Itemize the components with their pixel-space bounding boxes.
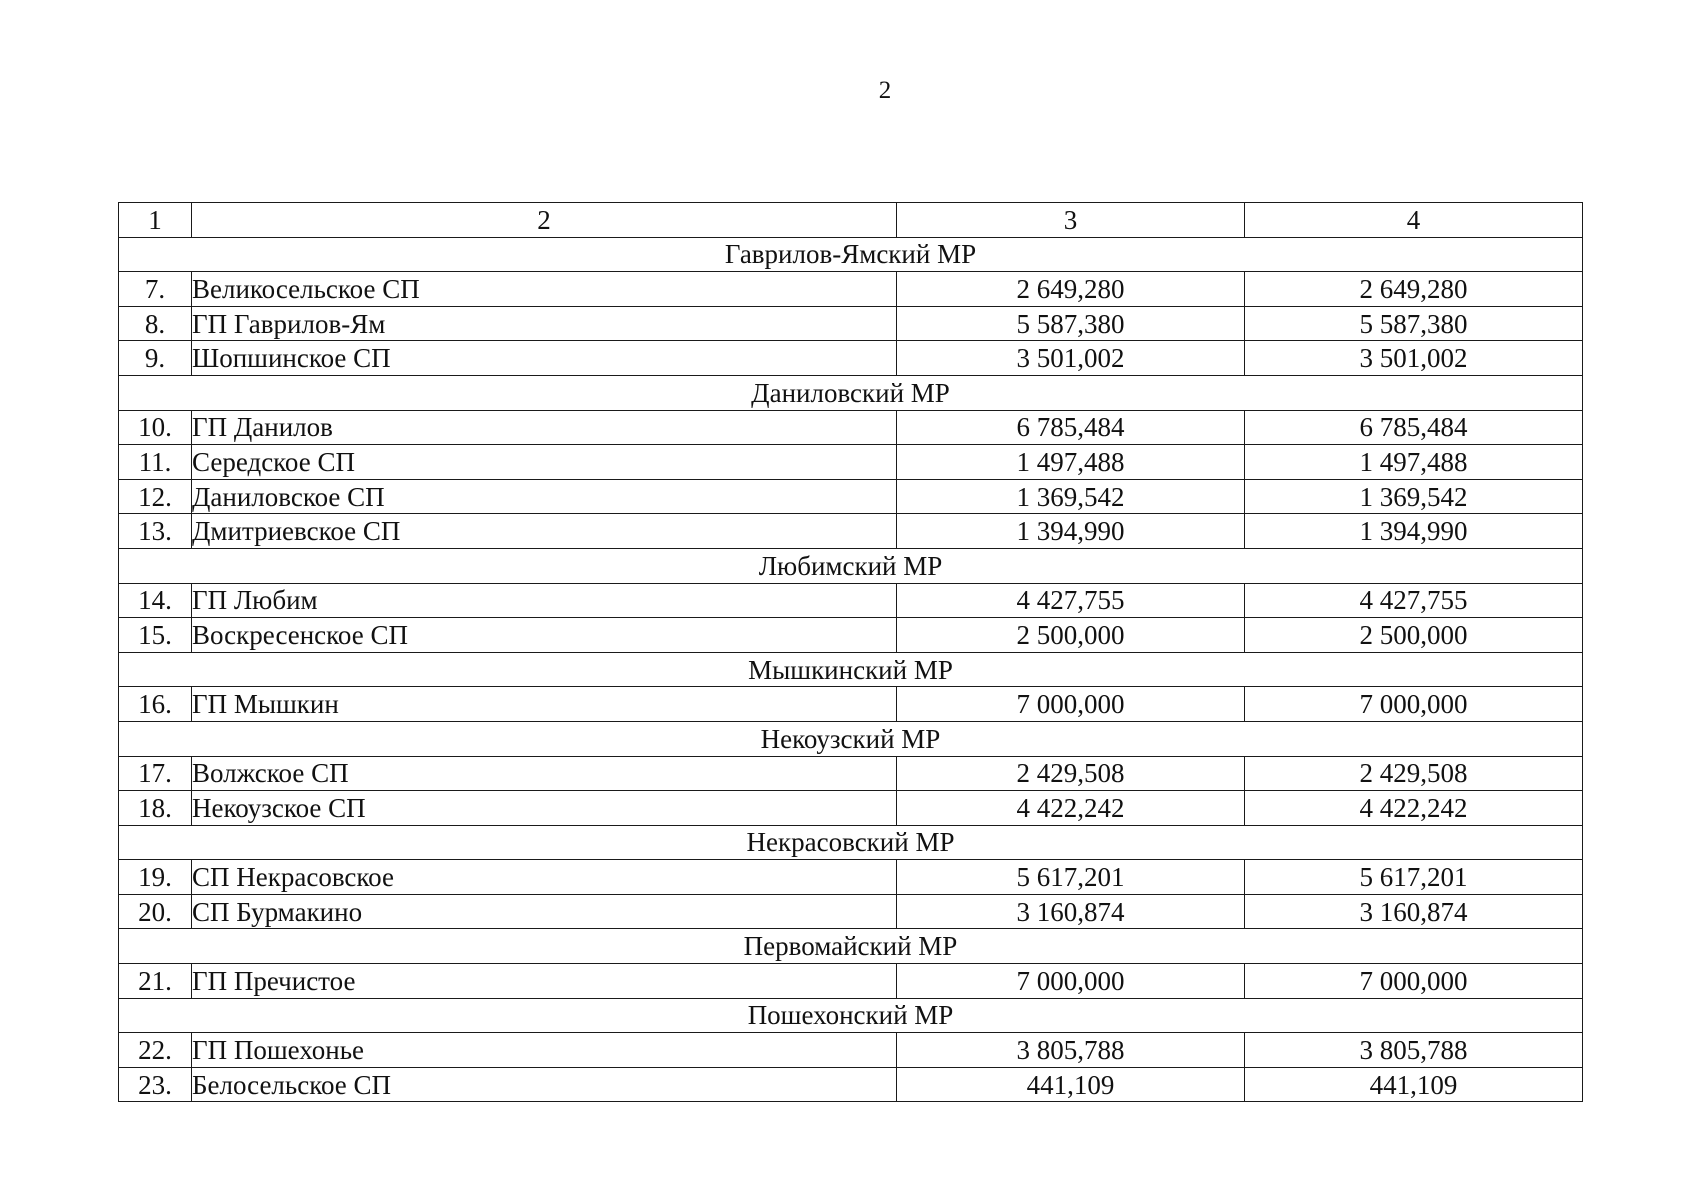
municipality-name-cell: Середское СП: [192, 445, 897, 480]
section-row: [119, 721, 1583, 756]
row-number-cell: 22.: [119, 1033, 192, 1068]
municipality-name-cell: СП Некрасовское: [192, 860, 897, 895]
row-number-cell: 13.: [119, 514, 192, 549]
section-row: [119, 825, 1583, 860]
value-col3-cell: 1 369,542: [897, 479, 1245, 514]
table-row: [119, 618, 1583, 653]
section-title: Пошехонский МР: [119, 998, 1583, 1033]
row-number-cell: 15.: [119, 618, 192, 653]
row-number-cell: 14.: [119, 583, 192, 618]
section-row: [119, 929, 1583, 964]
row-number-cell: 8.: [119, 306, 192, 341]
value-col3-cell: 441,109: [897, 1067, 1245, 1102]
header-cell-1: 1: [119, 203, 192, 238]
table-row: [119, 479, 1583, 514]
value-col4-cell: 5 617,201: [1245, 860, 1583, 895]
header-row: [119, 203, 1583, 238]
value-col3-cell: 5 587,380: [897, 306, 1245, 341]
row-number-cell: 9.: [119, 341, 192, 376]
municipality-name-cell: ГП Мышкин: [192, 687, 897, 722]
municipality-name-cell: ГП Данилов: [192, 410, 897, 445]
allocation-table: [118, 202, 1583, 1102]
row-number-cell: 11.: [119, 445, 192, 480]
section-title: Мышкинский МР: [119, 652, 1583, 687]
value-col4-cell: 7 000,000: [1245, 964, 1583, 999]
value-col3-cell: 4 422,242: [897, 791, 1245, 826]
municipality-name-cell: Дмитриевское СП: [192, 514, 897, 549]
value-col3-cell: 2 429,508: [897, 756, 1245, 791]
value-col4-cell: 4 427,755: [1245, 583, 1583, 618]
table-row: [119, 1033, 1583, 1068]
value-col4-cell: 441,109: [1245, 1067, 1583, 1102]
table-row: [119, 583, 1583, 618]
row-number-cell: 7.: [119, 272, 192, 307]
value-col3-cell: 3 160,874: [897, 894, 1245, 929]
header-cell-2: 2: [192, 203, 897, 238]
table-row: [119, 964, 1583, 999]
header-cell-3: 3: [897, 203, 1245, 238]
table-row: [119, 687, 1583, 722]
municipality-name-cell: Воскресенское СП: [192, 618, 897, 653]
section-row: [119, 652, 1583, 687]
value-col4-cell: 3 160,874: [1245, 894, 1583, 929]
row-number-cell: 16.: [119, 687, 192, 722]
municipality-name-cell: Волжское СП: [192, 756, 897, 791]
row-number-cell: 20.: [119, 894, 192, 929]
table-row: [119, 1067, 1583, 1102]
municipality-name-cell: Великосельское СП: [192, 272, 897, 307]
municipality-name-cell: Даниловское СП: [192, 479, 897, 514]
value-col4-cell: 2 429,508: [1245, 756, 1583, 791]
section-title: Гаврилов-Ямский МР: [119, 237, 1583, 272]
value-col4-cell: 1 369,542: [1245, 479, 1583, 514]
value-col3-cell: 6 785,484: [897, 410, 1245, 445]
table-row: [119, 756, 1583, 791]
municipality-name-cell: Некоузское СП: [192, 791, 897, 826]
value-col4-cell: 7 000,000: [1245, 687, 1583, 722]
table-row: [119, 445, 1583, 480]
municipality-name-cell: ГП Гаврилов-Ям: [192, 306, 897, 341]
value-col4-cell: 2 500,000: [1245, 618, 1583, 653]
section-title: Некрасовский МР: [119, 825, 1583, 860]
row-number-cell: 17.: [119, 756, 192, 791]
row-number-cell: 21.: [119, 964, 192, 999]
value-col4-cell: 2 649,280: [1245, 272, 1583, 307]
value-col4-cell: 5 587,380: [1245, 306, 1583, 341]
municipality-name-cell: ГП Любим: [192, 583, 897, 618]
section-row: [119, 548, 1583, 583]
value-col4-cell: 3 501,002: [1245, 341, 1583, 376]
row-number-cell: 23.: [119, 1067, 192, 1102]
section-row: [119, 375, 1583, 410]
section-title: Любимский МР: [119, 548, 1583, 583]
section-row: [119, 998, 1583, 1033]
table-row: [119, 341, 1583, 376]
section-title: Некоузский МР: [119, 721, 1583, 756]
municipality-name-cell: ГП Пречистое: [192, 964, 897, 999]
value-col3-cell: 5 617,201: [897, 860, 1245, 895]
municipality-name-cell: Белосельское СП: [192, 1067, 897, 1102]
value-col3-cell: 2 649,280: [897, 272, 1245, 307]
value-col3-cell: 1 394,990: [897, 514, 1245, 549]
municipality-name-cell: СП Бурмакино: [192, 894, 897, 929]
value-col3-cell: 3 501,002: [897, 341, 1245, 376]
table-row: [119, 272, 1583, 307]
value-col4-cell: 1 394,990: [1245, 514, 1583, 549]
section-title: Даниловский МР: [119, 375, 1583, 410]
table-body: [119, 203, 1583, 1102]
section-row: [119, 237, 1583, 272]
header-cell-4: 4: [1245, 203, 1583, 238]
page-number: 2: [878, 77, 892, 104]
row-number-cell: 10.: [119, 410, 192, 445]
table-row: [119, 894, 1583, 929]
value-col3-cell: 7 000,000: [897, 687, 1245, 722]
row-number-cell: 19.: [119, 860, 192, 895]
value-col4-cell: 3 805,788: [1245, 1033, 1583, 1068]
value-col4-cell: 4 422,242: [1245, 791, 1583, 826]
row-number-cell: 18.: [119, 791, 192, 826]
value-col3-cell: 3 805,788: [897, 1033, 1245, 1068]
table-row: [119, 514, 1583, 549]
municipality-name-cell: ГП Пошехонье: [192, 1033, 897, 1068]
municipality-name-cell: Шопшинское СП: [192, 341, 897, 376]
table-row: [119, 306, 1583, 341]
table-row: [119, 791, 1583, 826]
table-row: [119, 860, 1583, 895]
value-col3-cell: 7 000,000: [897, 964, 1245, 999]
value-col3-cell: 1 497,488: [897, 445, 1245, 480]
value-col4-cell: 6 785,484: [1245, 410, 1583, 445]
value-col3-cell: 4 427,755: [897, 583, 1245, 618]
value-col4-cell: 1 497,488: [1245, 445, 1583, 480]
value-col3-cell: 2 500,000: [897, 618, 1245, 653]
row-number-cell: 12.: [119, 479, 192, 514]
section-title: Первомайский МР: [119, 929, 1583, 964]
table-row: [119, 410, 1583, 445]
